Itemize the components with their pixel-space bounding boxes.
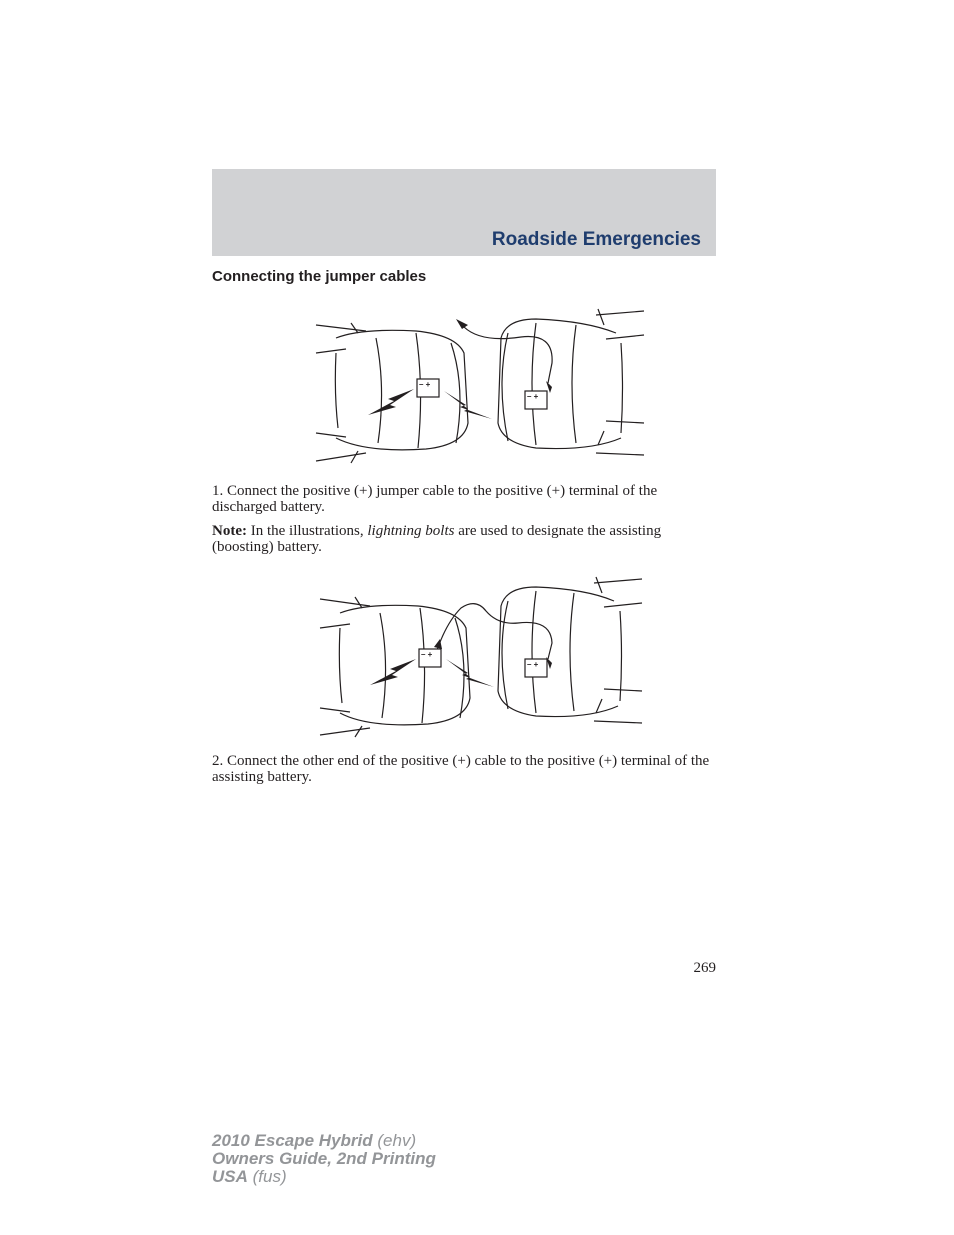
lightning-bolt-icon xyxy=(370,659,416,685)
step-2-text: 2. Connect the other end of the positive (+) cable to the positive (+) terminal of the assisting battery. xyxy=(212,753,710,785)
footer-line-3 xyxy=(212,1168,436,1186)
battery-terminal-label: – + xyxy=(419,380,431,389)
section-header-band xyxy=(212,169,716,256)
footer-document-info xyxy=(212,1132,436,1186)
page-number: 269 xyxy=(693,960,716,976)
footer-market: USA xyxy=(212,1167,248,1186)
note-paragraph xyxy=(212,523,712,555)
battery-terminal-label: – + xyxy=(527,392,539,401)
lightning-bolt-icon xyxy=(368,389,414,415)
subheading: Connecting the jumper cables xyxy=(212,268,427,285)
note-text-after: are used to designate the assisting (boosting) battery. xyxy=(212,523,662,555)
footer-line-2 xyxy=(212,1150,436,1168)
section-title: Roadside Emergencies xyxy=(491,229,701,250)
footer-line-1 xyxy=(212,1132,436,1150)
note-label: Note: xyxy=(212,523,247,539)
footer-model: 2010 Escape Hybrid xyxy=(212,1131,373,1150)
note-text-before: In the illustrations, xyxy=(246,523,368,539)
battery-terminal-label: – + xyxy=(527,660,539,669)
note-emphasis: lightning bolts xyxy=(367,523,455,539)
footer-model-code: (ehv) xyxy=(372,1131,417,1150)
jumper-cable-illustration-2 xyxy=(306,573,650,738)
step-1-text: 1. Connect the positive (+) jumper cable to the positive (+) terminal of the discharged battery. xyxy=(212,483,658,515)
battery-terminal-label: – + xyxy=(421,650,433,659)
footer-market-code: (fus) xyxy=(247,1167,287,1186)
footer-edition: Owners Guide, 2nd Printing xyxy=(212,1149,436,1168)
lightning-bolt-icon xyxy=(446,659,494,687)
jumper-cable-illustration-1 xyxy=(306,303,650,468)
